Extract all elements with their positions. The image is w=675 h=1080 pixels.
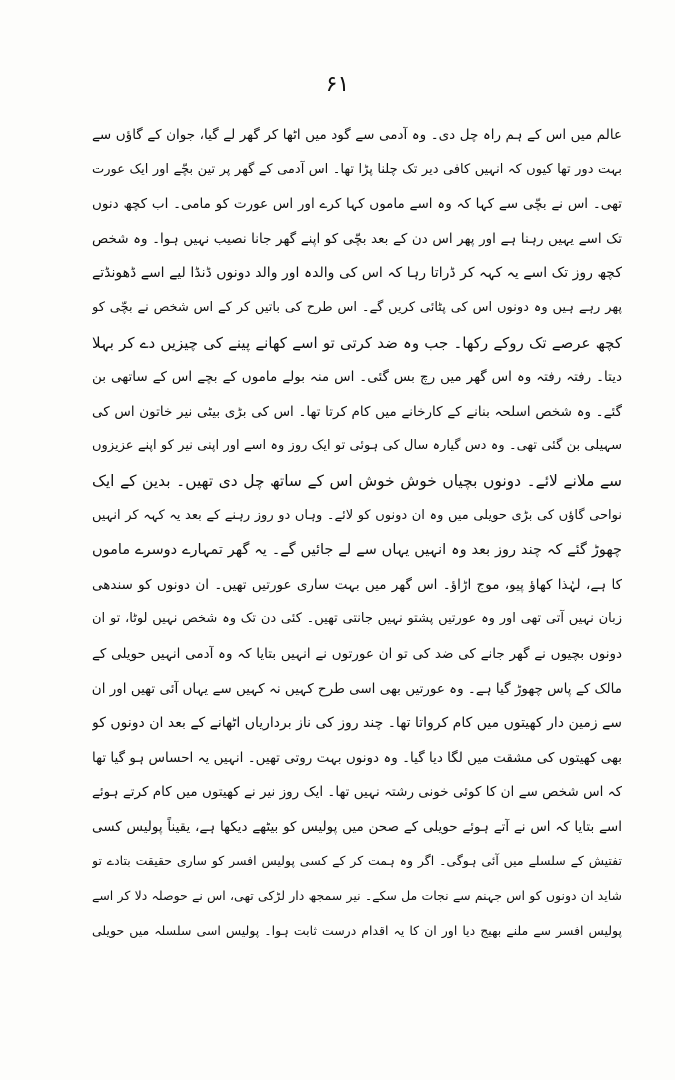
text-line: چھوڑ گئے کہ چند روز بعد وہ انہیں یہاں سے لے جائیں گے۔ یہ گھر تمہارے دوسرے ماموں: [92, 542, 622, 559]
text-line: شاید ان دونوں کو اس جہنم سے نجات مل سکے۔ نیر سمجھ دار لڑکی تھی، اس نے حوصلہ دلا کر اسے: [92, 888, 622, 904]
text-line: دونوں بچیوں نے گھر جانے کی ضد کی تو ان عورتوں نے انہیں بتایا کہ وہ آدمی انہیں حویلی کے: [92, 645, 622, 662]
text-line: سے زمین دار کھیتوں میں کام کرواتا تھا۔ چند روز کی ناز برداریاں اٹھانے کے بعد ان دونوں کو: [92, 715, 622, 732]
text-line: تک اسے یہیں رہنا ہے اور پھر اس دن کے بعد بچّی کو اپنے گھر جانا نصیب نہیں ہوا۔ وہ شخص: [92, 230, 622, 247]
text-line: کا ہے، لہٰذا کھاؤ پیو، موج اڑاؤ۔ اس گھر میں بہت ساری عورتیں تھیں۔ ان دونوں کو سندھی: [92, 576, 622, 593]
text-line: کچھ روز تک اسے یہ کہہ کر ڈراتا رہا کہ اس کی والدہ اور والد دونوں ڈنڈا لیے اسے ڈھونڈتے: [92, 265, 622, 282]
text-line: بھی کھیتوں کی مشقت میں لگا دیا گیا۔ وہ دونوں بہت روتی تھیں۔ انہیں یہ احساس ہو گیا تھا: [92, 749, 622, 766]
text-line: سہیلی بن گئی تھی۔ وہ دس گیارہ سال کی ہوئی تو ایک روز وہ اسے اور اپنی نیر کو اپنے عزیزوں: [92, 438, 622, 454]
text-line: دیتا۔ رفتہ رفتہ وہ اس گھر میں رچ بس گئی۔ اس منہ بولے ماموں کے بچے اس کے ساتھی بن: [92, 369, 622, 386]
text-line: زبان نہیں آتی تھی اور وہ عورتیں پشتو نہیں جانتی تھیں۔ کئی دن تک وہ شخص نہیں لوٹا، تو ان: [92, 611, 622, 627]
text-line: پھر رہے ہیں وہ دونوں اس کی پٹائی کریں گے۔ اس طرح کی باتیں کر کے اس شخص نے بچّی کو: [92, 299, 622, 315]
text-line: بہت دور تھا کیوں کہ انہیں کافی دیر تک چلنا پڑا تھا۔ اس آدمی کے گھر پر تین بچّے اور ایک عورت: [92, 161, 622, 177]
text-line: تھی۔ اس نے بچّی سے کہا کہ وہ اسے ماموں کہا کرے اور اس عورت کو مامی۔ اب کچھ دنوں: [92, 196, 622, 213]
text-line: تفتیش کے سلسلے میں آئی ہوگی۔ اگر وہ ہمت کر کے کسی پولیس افسر کو ساری حقیقت بتادے تو: [92, 853, 622, 869]
text-line: مالک کے پاس چھوڑ گیا ہے۔ وہ عورتیں بھی اسی طرح کہیں نہ کہیں سے یہاں آئی تھیں اور ان: [92, 680, 622, 697]
text-line: اسے بتایا کہ اس نے آتے ہوئے حویلی کے صحن میں پولیس کو بیٹھے دیکھا ہے، یقیناً پولیس کسی: [92, 818, 622, 835]
text-line: پولیس افسر سے ملنے بھیج دیا اور ان کا یہ اقدام درست ثابت ہوا۔ پولیس اسی سلسلہ میں حویلی: [92, 922, 622, 938]
text-line: کچھ عرصے تک روکے رکھا۔ جب وہ ضد کرتی تو اسے کھانے پینے کی چیزیں دے کر بہلا: [92, 333, 622, 352]
text-line: کہ اس شخص سے ان کا کوئی خونی رشتہ نہیں تھا۔ ایک روز نیر نے کھیتوں میں کام کرتے ہوئے: [92, 784, 622, 801]
body-text: [92, 118, 622, 948]
text-line: سے ملانے لائے۔ دونوں بچیاں خوش خوش اس کے ساتھ چل دی تھیں۔ بدین کے ایک: [92, 471, 622, 490]
text-line: نواحی گاؤں کی بڑی حویلی میں وہ ان دونوں کو لائے۔ وہاں دو روز رہنے کے بعد یہ کہہ کر انہیں: [92, 507, 622, 523]
text-line: عالم میں اس کے ہم راہ چل دی۔ وہ آدمی سے گود میں اٹھا کر گھر لے گیا، جوان کے گاؤں سے: [92, 127, 622, 143]
text-line: گئے۔ وہ شخص اسلحہ بنانے کے کارخانے میں کام کرتا تھا۔ اس کی بڑی بیٹی نیر خاتون اس کی: [92, 403, 622, 420]
page-number: ۶۱: [325, 72, 350, 97]
